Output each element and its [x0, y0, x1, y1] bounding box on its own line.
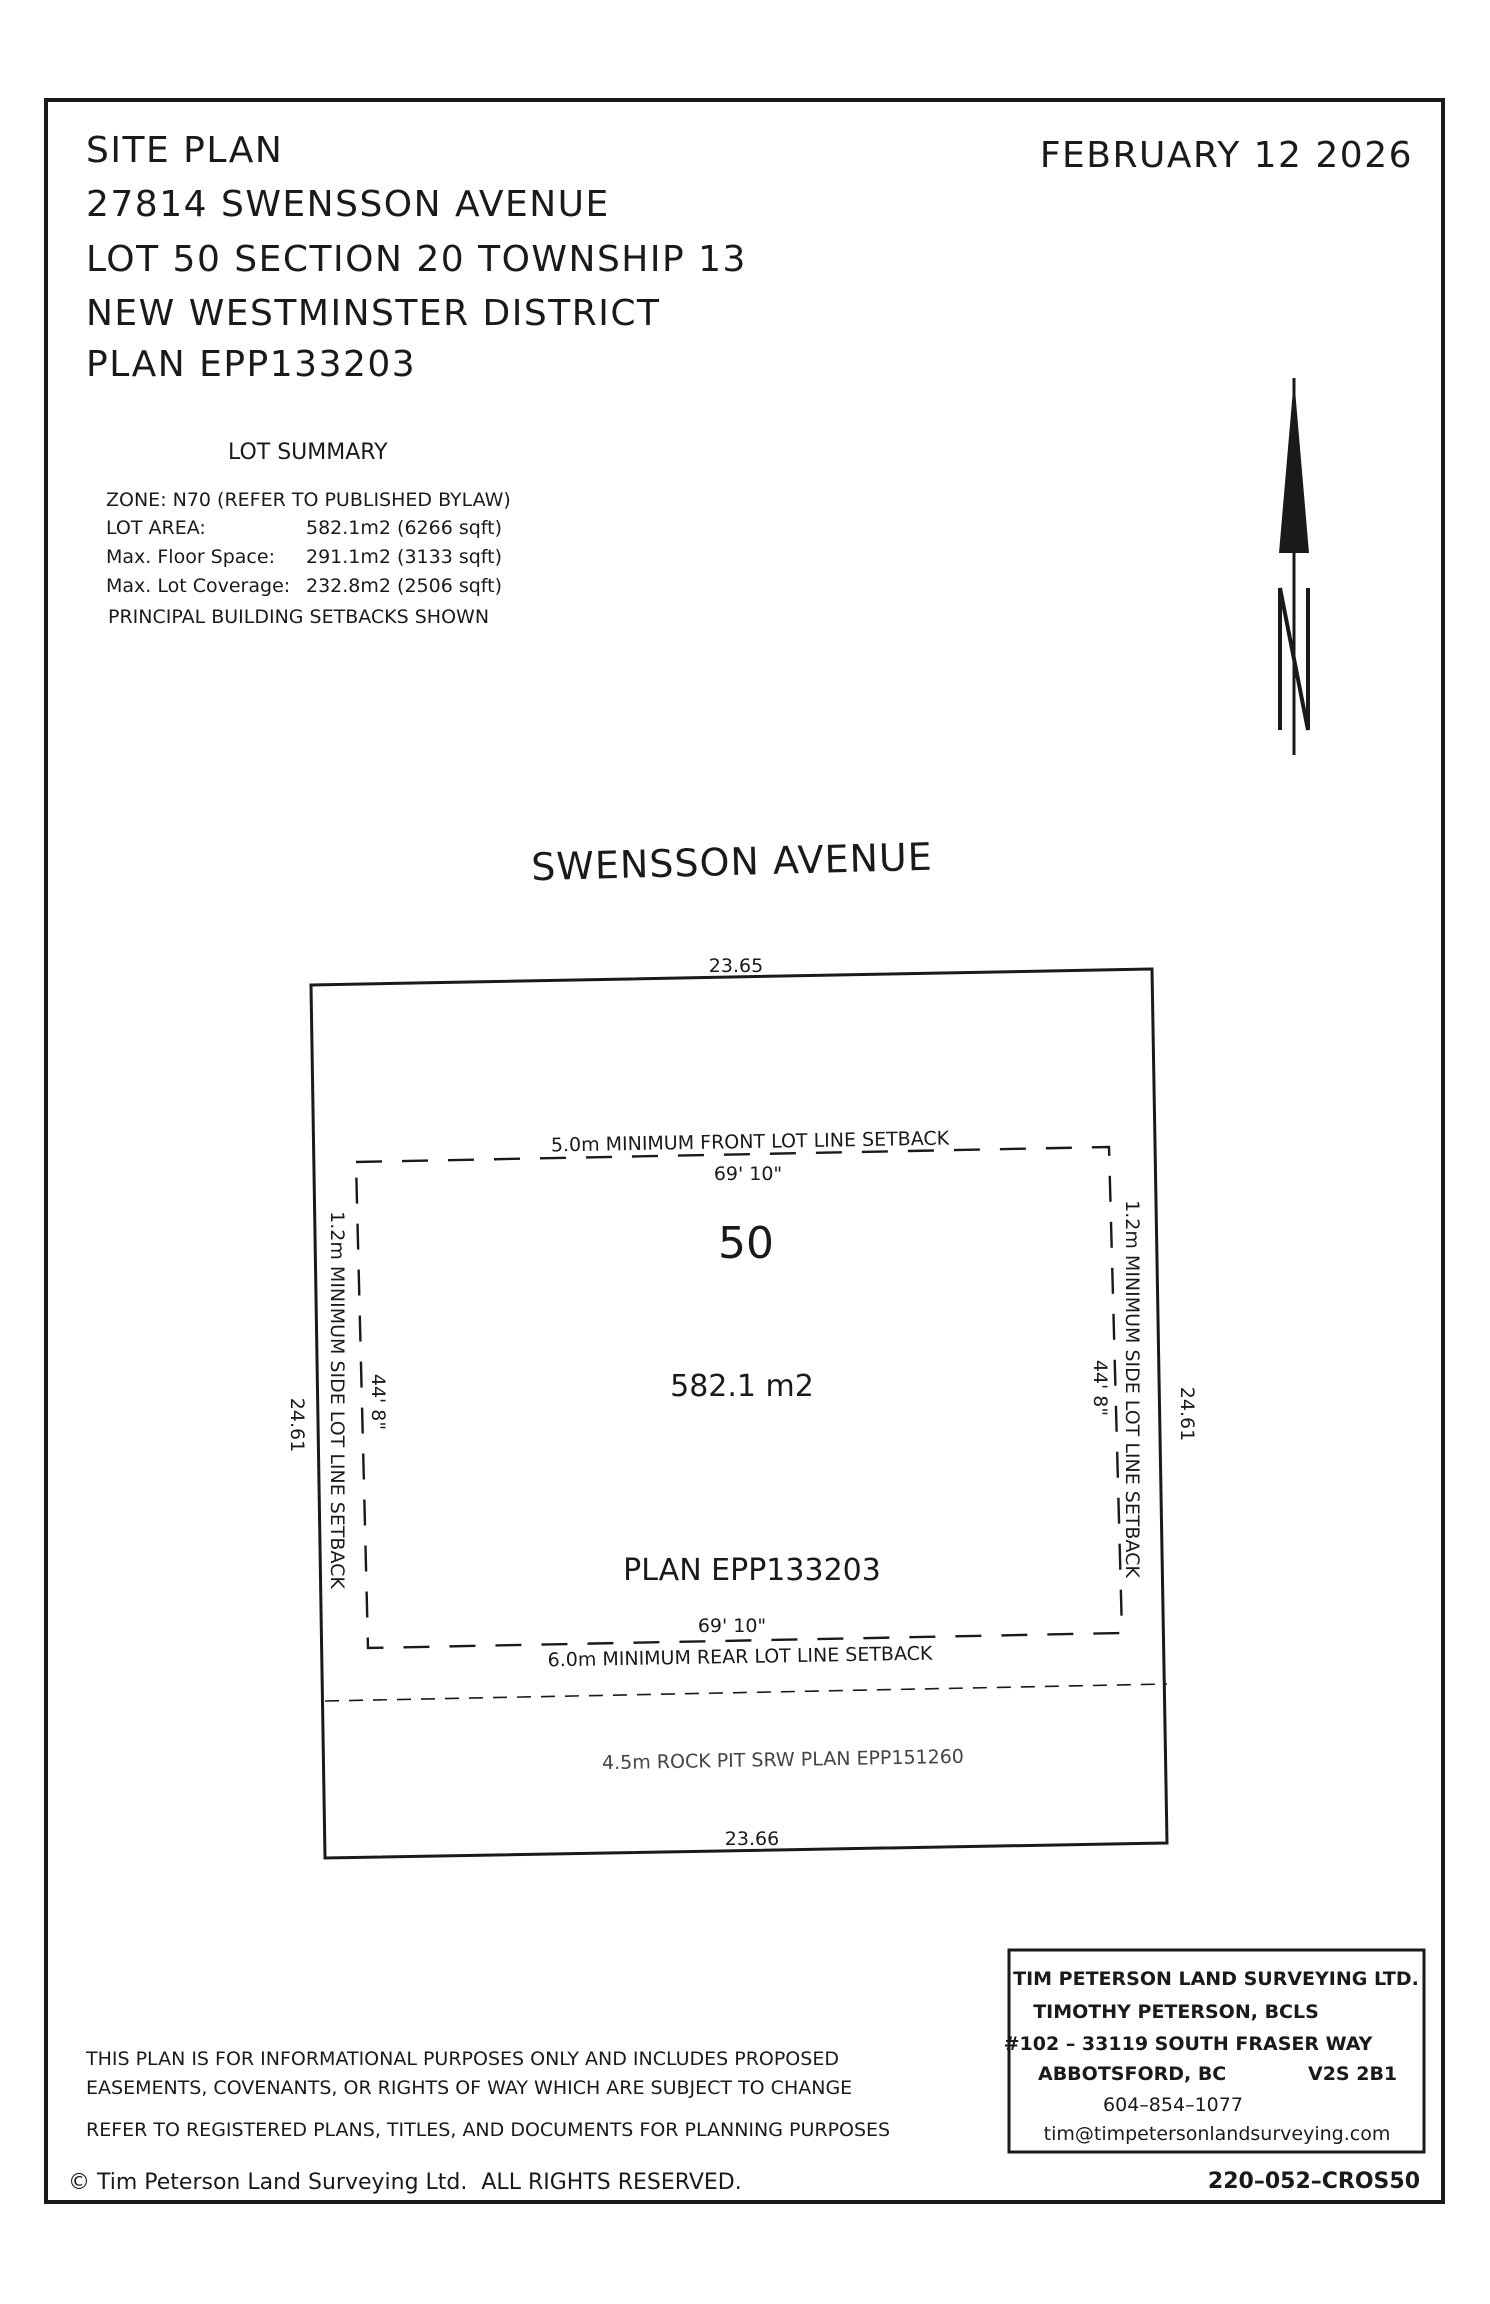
- surveyor-name: TIMOTHY PETERSON, BCLS: [1033, 2001, 1319, 2023]
- lot-summary-zone: ZONE: N70 (REFER TO PUBLISHED BYLAW): [106, 489, 511, 511]
- dim-right: 24.61: [1176, 1386, 1198, 1442]
- title-line-1: SITE PLAN: [86, 130, 284, 171]
- title-block: [86, 130, 1413, 385]
- envelope-depth-left: 44' 8": [367, 1373, 389, 1431]
- envelope-width-bottom: 69' 10": [697, 1615, 767, 1637]
- dim-left: 24.61: [286, 1397, 308, 1453]
- dim-top: 23.65: [708, 955, 764, 977]
- copyright: © Tim Peterson Land Surveying Ltd. ALL RIGHTS RESERVED.: [68, 2170, 742, 2195]
- disclaimer-line-1: THIS PLAN IS FOR INFORMATIONAL PURPOSES ONLY AND INCLUDES PROPOSED: [86, 2048, 839, 2070]
- lot-area-label: LOT AREA:: [106, 517, 206, 539]
- surveyor-company: TIM PETERSON LAND SURVEYING LTD.: [1013, 1968, 1419, 1990]
- disclaimer: [85, 2048, 890, 2141]
- right-setback-label: 1.2m MINIMUM SIDE LOT LINE SETBACK: [1121, 1200, 1143, 1578]
- lot-boundary: [311, 969, 1167, 1858]
- title-line-2: 27814 SWENSSON AVENUE: [86, 184, 610, 225]
- title-line-5: PLAN EPP133203: [86, 344, 417, 385]
- left-setback-label: 1.2m MINIMUM SIDE LOT LINE SETBACK: [326, 1211, 348, 1589]
- lot-area-value: 582.1m2 (6266 sqft): [306, 517, 503, 539]
- title-line-4: NEW WESTMINSTER DISTRICT: [86, 293, 661, 334]
- floor-space-label: Max. Floor Space:: [106, 546, 275, 568]
- envelope-depth-right: 44' 8": [1089, 1359, 1111, 1417]
- surveyor-postal: V2S 2B1: [1308, 2063, 1398, 2085]
- plan-date: FEBRUARY 12 2026: [1039, 135, 1413, 176]
- surveyor-email: tim@timpetersonlandsurveying.com: [1043, 2123, 1391, 2145]
- drawing-number: 220–052–CROS50: [1207, 2169, 1420, 2194]
- surveyor-address: #102 – 33119 SOUTH FRASER WAY: [1003, 2033, 1373, 2055]
- envelope-width-top: 69' 10": [713, 1163, 783, 1185]
- north-arrow-icon: [1279, 378, 1309, 755]
- title-line-3: LOT 50 SECTION 20 TOWNSHIP 13: [86, 239, 747, 280]
- front-setback-label: 5.0m MINIMUM FRONT LOT LINE SETBACK: [550, 1127, 950, 1157]
- rear-setback-label: 6.0m MINIMUM REAR LOT LINE SETBACK: [547, 1642, 933, 1672]
- street-name: SWENSSON AVENUE: [530, 834, 934, 890]
- lot-plan: PLAN EPP133203: [623, 1553, 881, 1588]
- surveyor-stamp: [1004, 1950, 1424, 2152]
- dim-bottom: 23.66: [724, 1828, 780, 1850]
- disclaimer-line-2: EASEMENTS, COVENANTS, OR RIGHTS OF WAY WHICH ARE SUBJECT TO CHANGE: [86, 2077, 853, 2099]
- lot-number: 50: [718, 1218, 774, 1269]
- lot-area: 582.1 m2: [670, 1369, 814, 1404]
- srw-line: [325, 1684, 1167, 1701]
- surveyor-city: ABBOTSFORD, BC: [1038, 2063, 1227, 2085]
- lot-coverage-value: 232.8m2 (2506 sqft): [306, 575, 503, 597]
- srw-label: 4.5m ROCK PIT SRW PLAN EPP151260: [601, 1745, 965, 1775]
- lot-summary: [106, 440, 511, 628]
- setbacks-note: PRINCIPAL BUILDING SETBACKS SHOWN: [108, 606, 490, 628]
- surveyor-phone: 604–854–1077: [1103, 2094, 1243, 2116]
- disclaimer-line-3: REFER TO REGISTERED PLANS, TITLES, AND DOCUMENTS FOR PLANNING PURPOSES: [86, 2119, 891, 2141]
- lot-coverage-label: Max. Lot Coverage:: [106, 575, 291, 597]
- lot-summary-title: LOT SUMMARY: [228, 440, 388, 465]
- floor-space-value: 291.1m2 (3133 sqft): [306, 546, 503, 568]
